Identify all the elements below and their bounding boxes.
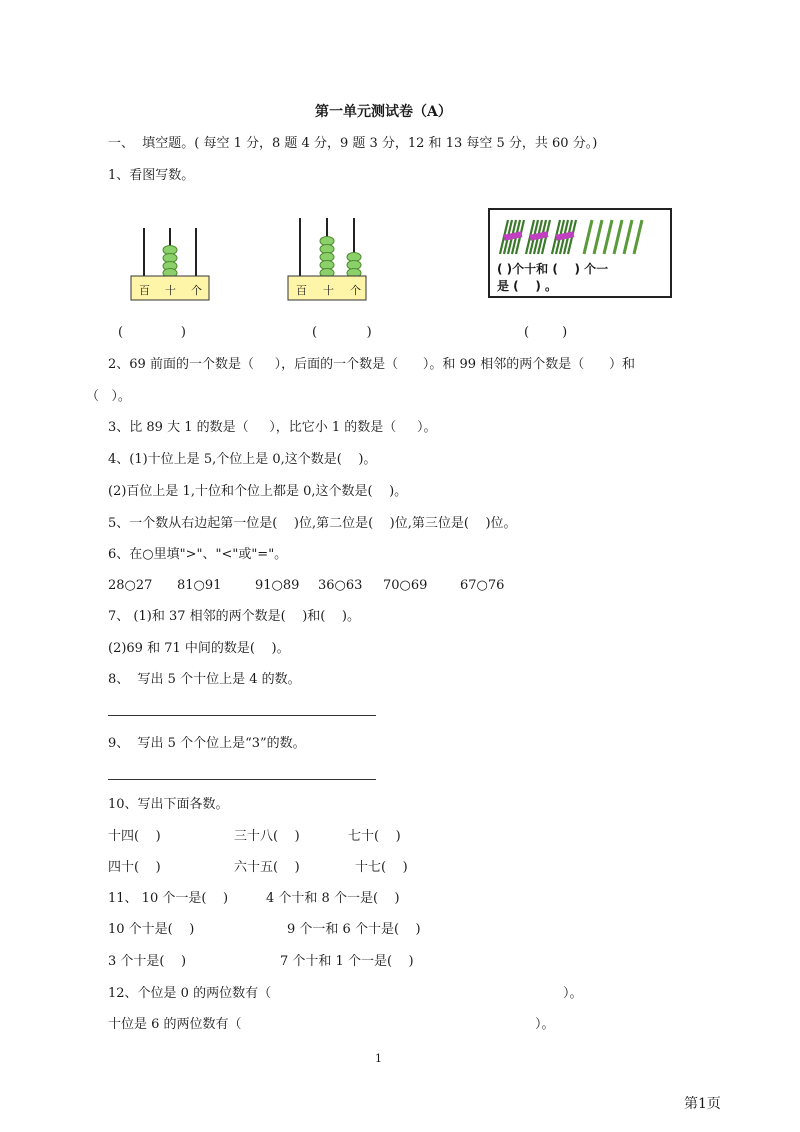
abacus-1-label-ones: 个 bbox=[191, 284, 202, 297]
answer-line-q9[interactable] bbox=[108, 779, 376, 780]
question-6: 6、在○里填">"、"<"或"="。 bbox=[108, 547, 288, 562]
abacus-1-label-hundreds: 百 bbox=[139, 284, 150, 297]
question-2-line1: 2、69 前面的一个数是（ ），后面的一个数是（ ）。和 99 相邻的两个数是（ ）和 bbox=[108, 357, 636, 372]
question-11-item[interactable]: 11、 10 个一是( ) bbox=[108, 891, 229, 906]
compare-item[interactable]: 67○76 bbox=[460, 578, 505, 593]
compare-item[interactable]: 70○69 bbox=[383, 578, 428, 593]
question-10: 10、写出下面各数。 bbox=[108, 797, 229, 812]
bundle-caption-line1: ( )个十和 ( ) 个一 bbox=[497, 262, 609, 276]
abacus-2-label-ones: 个 bbox=[350, 284, 361, 297]
page-number: 1 bbox=[375, 1052, 382, 1065]
compare-item[interactable]: 28○27 bbox=[108, 578, 153, 593]
answer-slot-bundles[interactable]: ( ) bbox=[524, 325, 568, 340]
question-1: 1、看图写数。 bbox=[108, 168, 195, 183]
page-title: 第一单元测试卷（A） bbox=[315, 104, 452, 120]
number-write-item[interactable]: 三十八( ) bbox=[234, 829, 300, 844]
question-7a: 7、 (1)和 37 相邻的两个数是( )和( )。 bbox=[108, 609, 360, 624]
question-12b-close: ）。 bbox=[535, 1017, 555, 1032]
answer-line-q8[interactable] bbox=[108, 715, 376, 716]
number-write-item[interactable]: 七十( ) bbox=[348, 829, 401, 844]
question-11-item[interactable]: 10 个十是( ) bbox=[108, 922, 195, 937]
question-11-item[interactable]: 9 个一和 6 个十是( ) bbox=[287, 922, 421, 937]
compare-item[interactable]: 81○91 bbox=[177, 578, 222, 593]
answer-slot-abacus-1[interactable]: ( ) bbox=[118, 325, 186, 340]
question-4a: 4、(1)十位上是 5,个位上是 0,这个数是( )。 bbox=[108, 452, 377, 467]
compare-item[interactable]: 36○63 bbox=[318, 578, 363, 593]
compare-item[interactable]: 91○89 bbox=[255, 578, 300, 593]
question-9: 9、 写出 5 个个位上是“3”的数。 bbox=[108, 736, 306, 751]
question-8: 8、 写出 5 个十位上是 4 的数。 bbox=[108, 672, 301, 687]
abacus-2-label-hundreds: 百 bbox=[296, 284, 307, 297]
number-write-item[interactable]: 十七( ) bbox=[355, 860, 408, 875]
question-12b: 十位是 6 的两位数有（ bbox=[108, 1017, 242, 1032]
number-write-item[interactable]: 十四( ) bbox=[108, 829, 161, 844]
section-heading: 一、 填空题。( 每空 1 分，8 题 4 分，9 题 3 分，12 和 13 每空 5 分，共 60 分。) bbox=[108, 136, 598, 151]
footer-page-label: 第1页 bbox=[684, 1096, 721, 1112]
abacus-1-label-tens: 十 bbox=[165, 284, 176, 297]
number-write-item[interactable]: 六十五( ) bbox=[234, 860, 300, 875]
question-7b: (2)69 和 71 中间的数是( )。 bbox=[108, 641, 290, 656]
question-12a: 12、个位是 0 的两位数有（ bbox=[108, 986, 272, 1001]
question-11-item[interactable]: 4 个十和 8 个一是( ) bbox=[266, 891, 400, 906]
question-2-line2: （ ）。 bbox=[86, 389, 131, 404]
question-3: 3、比 89 大 1 的数是（ ），比它小 1 的数是（ ）。 bbox=[108, 420, 437, 435]
question-11-item[interactable]: 7 个十和 1 个一是( ) bbox=[280, 954, 414, 969]
question-5: 5、一个数从右边起第一位是( )位,第二位是( )位,第三位是( )位。 bbox=[108, 516, 517, 531]
answer-slot-abacus-2[interactable]: ( ) bbox=[312, 325, 372, 340]
abacus-2-label-tens: 十 bbox=[323, 284, 334, 297]
bundle-caption-line2: 是 ( ) 。 bbox=[497, 279, 558, 293]
question-12a-close: ）。 bbox=[563, 986, 583, 1001]
question-11-item[interactable]: 3 个十是( ) bbox=[108, 954, 187, 969]
number-write-item[interactable]: 四十( ) bbox=[108, 860, 161, 875]
question-4b: (2)百位上是 1,十位和个位上都是 0,这个数是( )。 bbox=[108, 484, 408, 499]
